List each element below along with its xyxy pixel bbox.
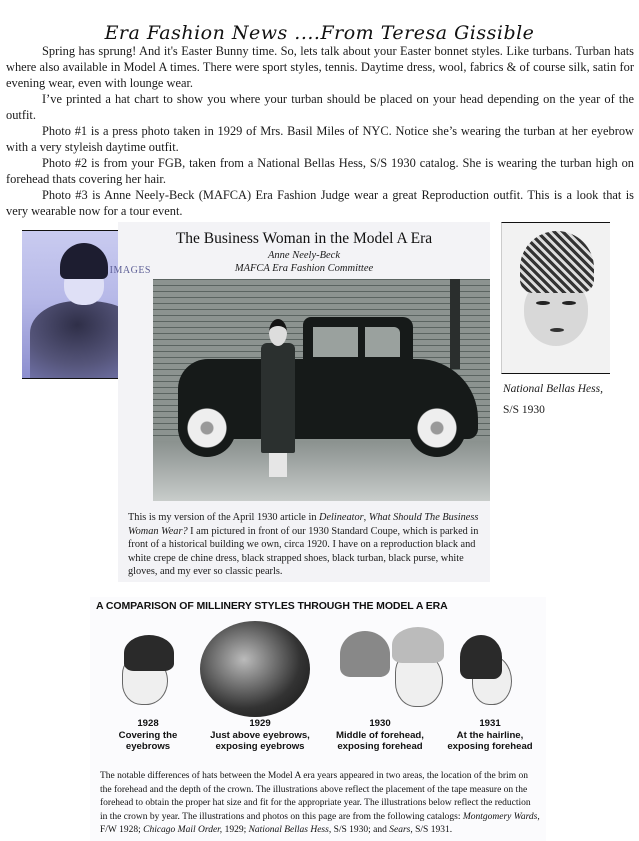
intro-paragraph: Photo #3 is Anne Neely-Beck (MAFCA) Era Fashion Judge wear a great Reproduction outfit. This is a look that is very wearable now for a tour event. — [6, 188, 634, 218]
style-year: 1929 — [249, 718, 271, 729]
style-year: 1930 — [369, 718, 391, 729]
style-desc: exposing eyebrows — [215, 741, 305, 752]
drain-pipe — [450, 279, 460, 369]
style-1931 — [440, 718, 540, 753]
car-window — [313, 327, 358, 357]
note-text: , S/S 1931. — [410, 825, 453, 835]
catalog-name: National Bellas Hess, — [503, 383, 603, 395]
note-text: 1929; — [222, 825, 249, 835]
turban-cap — [520, 231, 594, 293]
photo-national-bellas-hess — [501, 222, 610, 374]
style-desc: exposing forehead — [447, 741, 533, 752]
style-desc: At the hairline, — [456, 729, 524, 741]
card-caption — [128, 511, 483, 579]
caption-separator: , — [363, 512, 369, 523]
style-1929 — [198, 718, 322, 753]
caption-text: This is my version of the April 1930 article in — [128, 512, 320, 523]
wheel-icon — [178, 399, 236, 457]
eye — [562, 301, 576, 305]
style-desc: Covering the — [118, 729, 178, 741]
catalog-name: National Bellas Hess — [248, 825, 329, 835]
legs — [269, 453, 287, 477]
style-desc: Just above eyebrows, — [210, 729, 310, 741]
note-text: , S/S 1930; and — [328, 825, 390, 835]
publication-name: Delineator — [319, 512, 364, 523]
intro-text — [6, 43, 634, 219]
caption-text: I am pictured in front of our 1930 Standard Coupe, which is parked in front of a historical building we own, circa 1920. I have on a reproduction black and white crepe de chine dress, black strapped shoes, black turban, black purse, white gloves, and my ever so classic pearls. — [128, 525, 479, 577]
lips — [550, 328, 564, 332]
page-title: Era Fashion News ....From Teresa Gissible — [104, 22, 535, 44]
style-1930 — [328, 718, 432, 753]
catalog-name: Montgomery Wards — [462, 811, 538, 822]
style-year: 1931 — [479, 718, 501, 729]
turban-hat — [60, 243, 108, 279]
hat — [340, 631, 390, 677]
catalog-season: S/S 1930 — [503, 404, 545, 416]
card-author: Anne Neely-Beck — [268, 250, 340, 261]
catalog-name: Chicago Mail Order, — [143, 825, 223, 835]
card-organization: MAFCA Era Fashion Committee — [234, 263, 374, 274]
hat — [124, 635, 174, 671]
card-title: The Business Woman in the Model A Era — [175, 230, 433, 247]
intro-paragraph: Spring has sprung! And it's Easter Bunny time. So, lets talk about your Easter bonnet styles. Like turbans. Turban hats where also available in Model A times. There were sport styles, tennis. Daytime dress, wool, fabrics & of course silk, satin for evening wear, even with lounge wear. — [6, 44, 634, 90]
note-text: The notable differences of hats between the Model A era years appeared in two areas, the location of the brim on the forehead and the depth of the crown. The illustrations above reflect the placement of the tape measure on the forehead to obtain the proper hat size and fit for the appropriate year. The illustrations below reflect the reduction in the crown by year. The illustrations and photos on this page are from the following catalogs: — [100, 771, 531, 822]
millinery-comparison — [90, 597, 546, 841]
hat-illustrations — [90, 619, 546, 715]
style-year: 1928 — [137, 718, 159, 729]
photo2-caption — [503, 379, 633, 421]
photo-model-a-coupe — [153, 279, 490, 501]
head-with-turban — [269, 319, 287, 346]
intro-paragraph: I’ve printed a hat chart to show you where your turban should be placed on your head depending on the year of the outfit. — [6, 92, 634, 122]
style-desc: exposing forehead — [337, 741, 423, 752]
millinery-note — [100, 770, 540, 838]
watermark: IMAGES — [109, 265, 151, 276]
dress — [261, 343, 295, 453]
style-desc: Middle of forehead, — [336, 729, 424, 741]
car-window — [365, 327, 400, 357]
wheel-icon — [408, 399, 466, 457]
note-text: , F/W 1928; — [100, 811, 540, 835]
catalog-name: Sears — [389, 825, 411, 835]
intro-paragraph: Photo #2 is from your FGB, taken from a National Bellas Hess, S/S 1930 catalog. She is wearing the turban high on forehead thats covering her hair. — [6, 156, 634, 186]
article-title: What Should The Business Woman Wear? — [128, 512, 479, 537]
style-desc: eyebrows — [125, 741, 171, 752]
hat — [392, 627, 444, 663]
illustration-1929 — [200, 621, 310, 717]
style-labels — [90, 718, 546, 766]
intro-paragraph: Photo #1 is a press photo taken in 1929 of Mrs. Basil Miles of NYC. Notice she’s wearing the turban at her eyebrow with a very styleish daytime outfit. — [6, 124, 634, 154]
business-woman-card — [118, 222, 490, 582]
style-1928 — [108, 718, 188, 753]
millinery-title: A COMPARISON OF MILLINERY STYLES THROUGH THE MODEL A ERA — [96, 600, 448, 612]
woman-figure — [261, 319, 295, 477]
hat — [460, 635, 502, 679]
eye — [536, 301, 550, 305]
